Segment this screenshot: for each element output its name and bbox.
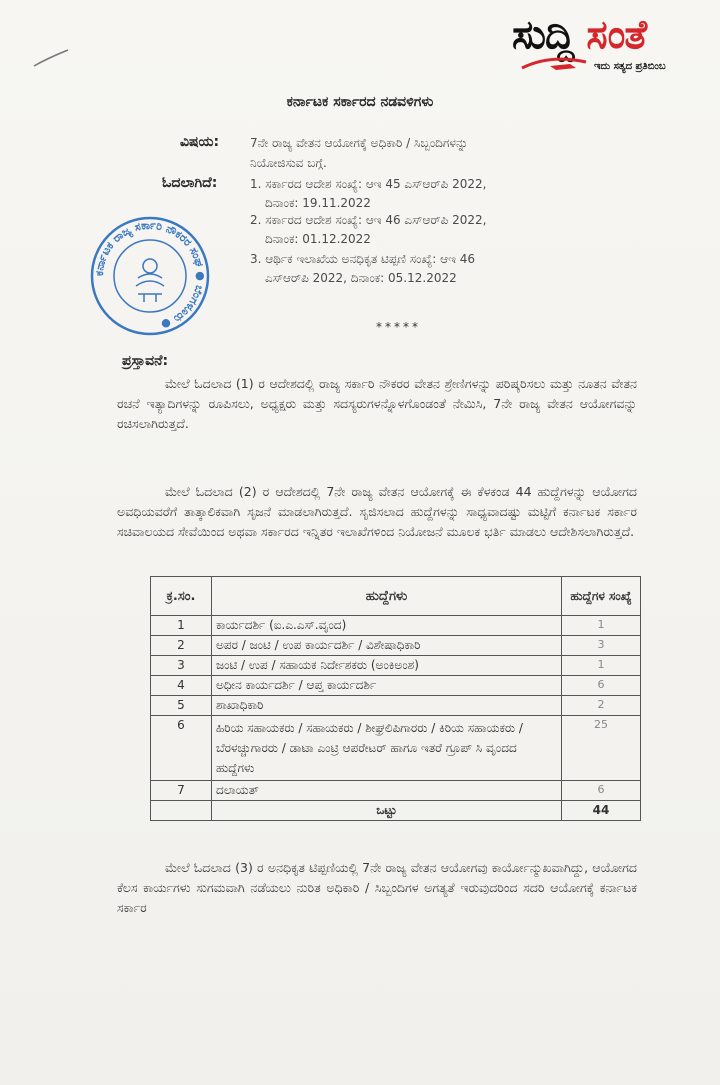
reference-label: ಓದಲಾಗಿದೆ: <box>162 175 218 191</box>
preamble-label: ಪ್ರಸ್ತಾವನೆ: <box>122 353 169 369</box>
table-row <box>151 781 641 801</box>
total-empty-cell <box>151 801 212 821</box>
reference-2-line-1: 2. ಸರ್ಕಾರದ ಆದೇಶ ಸಂಖ್ಯೆ: ಆಇ 46 ಎಸ್‌ಆರ್‌ಪಿ 2022, <box>250 213 487 227</box>
paragraph-1: ಮೇಲೆ ಓದಲಾದ (1) ರ ಆದೇಶದಲ್ಲಿ ರಾಜ್ಯ ಸರ್ಕಾರಿ ನೌಕರರ ವೇತನ ಶ್ರೇಣಿಗಳನ್ನು ಪರಿಷ್ಕರಿಸಲು ಮತ್ತು ನೂತನ ವೇತನ ರಚನೆ ಇತ್ಯಾದಿಗಳನ್ನು ರೂಪಿಸಲು, ಅಧ್ಯಕ್ಷರು ಮತ್ತು ಸದಸ್ಯರುಗಳನ್ನೊಳಗೊಂಡಂತೆ ನೇಮಿಸಿ, 7ನೇ ರಾಜ್ಯ ವೇತನ ಆಯೋಗವನ್ನು ರಚಿಸಲಾಗಿರುತ್ತದೆ. <box>117 376 637 431</box>
row-serial: 1 <box>151 616 212 636</box>
reference-1-line-1: 1. ಸರ್ಕಾರದ ಆದೇಶ ಸಂಖ್ಯೆ: ಆಇ 45 ಎಸ್‌ಆರ್‌ಪಿ 2022, <box>250 177 487 191</box>
table-header-row <box>151 577 641 616</box>
table-row <box>151 676 641 696</box>
subject-line-2: ನಿಯೋಜಿಸುವ ಬಗ್ಗೆ. <box>250 156 327 170</box>
subject-line-1: 7ನೇ ರಾಜ್ಯ ವೇತನ ಆಯೋಗಕ್ಕೆ ಅಧಿಕಾರಿ / ಸಿಬ್ಬಂದಿಗಳನ್ನು <box>250 136 469 150</box>
reference-3-line-1: 3. ಆರ್ಥಿಕ ಇಲಾಖೆಯ ಅನಧಿಕೃತ ಟಿಪ್ಪಣಿ ಸಂಖ್ಯೆ: ಆಇ 46 <box>250 252 475 266</box>
row-count: 6 <box>562 781 641 801</box>
logo-word-1: ಸುದ್ದಿ <box>512 12 574 58</box>
row-post: ಜಂಟಿ / ಉಪ / ಸಹಾಯಕ ನಿರ್ದೇಶಕರು (ಅಂಕಿಅಂಶ) <box>212 656 562 676</box>
row-count: 1 <box>562 656 641 676</box>
separator-stars: ***** <box>376 320 421 334</box>
svg-text:ಕರ್ನಾಟಕ ರಾಜ್ಯ ಸರ್ಕಾರಿ ನೌಕರರ ಸಂ: ಕರ್ನಾಟಕ ರಾಜ್ಯ ಸರ್ಕಾರಿ ನೌಕರರ ಸಂಘ ● ಬೆಂಗಳೂರು ● <box>92 218 208 332</box>
row-count: 1 <box>562 616 641 636</box>
posts-table <box>150 576 641 821</box>
table-row <box>151 716 641 781</box>
reference-2-line-2: ದಿನಾಂಕ: 01.12.2022 <box>265 232 371 246</box>
row-serial: 4 <box>151 676 212 696</box>
row-post: ಕಾರ್ಯದರ್ಶಿ (ಐ.ಎ.ಎಸ್.ವೃಂದ) <box>212 616 562 636</box>
table-row <box>151 636 641 656</box>
header-count: ಹುದ್ದೆಗಳ ಸಂಖ್ಯೆ <box>562 577 641 616</box>
official-seal-stamp <box>88 214 212 338</box>
row-count: 25 <box>562 716 641 781</box>
table-row <box>151 656 641 676</box>
row-serial: 6 <box>151 716 212 781</box>
row-post: ಹಿರಿಯ ಸಹಾಯಕರು / ಸಹಾಯಕರು / ಶೀಘ್ರಲಿಪಿಗಾರರು / ಕಿರಿಯ ಸಹಾಯಕರು / ಬೆರಳಚ್ಚುಗಾರರು / ಡಾಟಾ ಎಂಟ್ರಿ ಆಪರೇಟರ್ ಹಾಗೂ ಇತರೆ ಗ್ರೂಪ್ ಸಿ ವೃಂದದ ಹುದ್ದೆಗಳು <box>212 716 562 781</box>
reference-3-line-2: ಎಸ್‌ಆರ್‌ಪಿ 2022, ದಿನಾಂಕ: 05.12.2022 <box>265 271 457 285</box>
header-posts: ಹುದ್ದೆಗಳು <box>212 577 562 616</box>
logo-swoosh-icon <box>520 56 590 72</box>
row-count: 2 <box>562 696 641 716</box>
paragraph-2: ಮೇಲೆ ಓದಲಾದ (2) ರ ಆದೇಶದಲ್ಲಿ 7ನೇ ರಾಜ್ಯ ವೇತನ ಆಯೋಗಕ್ಕೆ ಈ ಕೆಳಕಂಡ 44 ಹುದ್ದೆಗಳನ್ನು ಆಯೋಗದ ಅವಧಿಯವರೆಗೆ ತಾತ್ಕಾಲಿಕವಾಗಿ ಸೃಜನೆ ಮಾಡಲಾಗಿರುತ್ತದೆ. ಸೃಜಿಸಲಾದ ಹುದ್ದೆಗಳನ್ನು ಸಾಧ್ಯವಾದಷ್ಟು ಮಟ್ಟಿಗೆ ಕರ್ನಾಟಕ ಸರ್ಕಾರ ಸಚಿವಾಲಯದ ಸೇವೆಯಿಂದ ಅಥವಾ ಸರ್ಕಾರದ ಇನ್ನಿತರ ಇಲಾಖೆಗಳಿಂದ ನಿಯೋಜನೆ ಮೂಲಕ ಭರ್ತಿ ಮಾಡಲು ಆದೇಶಿಸಲಾಗಿರುತ್ತದೆ. <box>117 484 637 539</box>
table-row <box>151 696 641 716</box>
table-row <box>151 616 641 636</box>
row-count: 6 <box>562 676 641 696</box>
row-serial: 3 <box>151 656 212 676</box>
logo-wordmark <box>512 10 646 60</box>
pen-stroke-mark <box>32 46 72 70</box>
row-serial: 5 <box>151 696 212 716</box>
reference-1-line-2: ದಿನಾಂಕ: 19.11.2022 <box>265 196 371 210</box>
row-count: 3 <box>562 636 641 656</box>
logo-word-2: ಸಂತೆ <box>586 12 647 58</box>
table-total-row <box>151 801 641 821</box>
row-serial: 7 <box>151 781 212 801</box>
row-post: ಶಾಖಾಧಿಕಾರಿ <box>212 696 562 716</box>
row-post: ಅಪರ / ಜಂಟಿ / ಉಪ ಕಾರ್ಯದರ್ಶಿ / ವಿಶೇಷಾಧಿಕಾರಿ <box>212 636 562 656</box>
row-post: ಅಧೀನ ಕಾರ್ಯದರ್ಶಿ / ಆಪ್ತ ಕಾರ್ಯದರ್ಶಿ <box>212 676 562 696</box>
header-serial: ಕ್ರ.ಸಂ. <box>151 577 212 616</box>
paragraph-3: ಮೇಲೆ ಓದಲಾದ (3) ರ ಅನಧಿಕೃತ ಟಿಪ್ಪಣಿಯಲ್ಲಿ 7ನೇ ರಾಜ್ಯ ವೇತನ ಆಯೋಗವು ಕಾರ್ಯೋನ್ಮುಖವಾಗಿದ್ದು, ಆಯೋಗದ ಕೆಲಸ ಕಾರ್ಯಗಳು ಸುಗಮವಾಗಿ ನಡೆಯಲು ನುರಿತ ಅಧಿಕಾರಿ / ಸಿಬ್ಬಂದಿಗಳ ಅಗತ್ಯತೆ ಇರುವುದರಿಂದ ಸದರಿ ಆಯೋಗಕ್ಕೆ ಕರ್ನಾಟಕ ಸರ್ಕಾರ <box>117 860 637 915</box>
row-serial: 2 <box>151 636 212 656</box>
row-post: ದಲಾಯತ್ <box>212 781 562 801</box>
total-label: ಒಟ್ಟು <box>212 801 562 821</box>
document-title: ಕರ್ನಾಟಕ ಸರ್ಕಾರದ ನಡವಳಿಗಳು <box>286 94 434 110</box>
total-value: 44 <box>562 801 641 821</box>
brand-logo <box>512 10 716 78</box>
subject-label: ವಿಷಯ: <box>180 134 220 150</box>
logo-tagline: ಇದು ಸತ್ಯದ ಪ್ರತಿಬಿಂಬ <box>594 61 666 72</box>
